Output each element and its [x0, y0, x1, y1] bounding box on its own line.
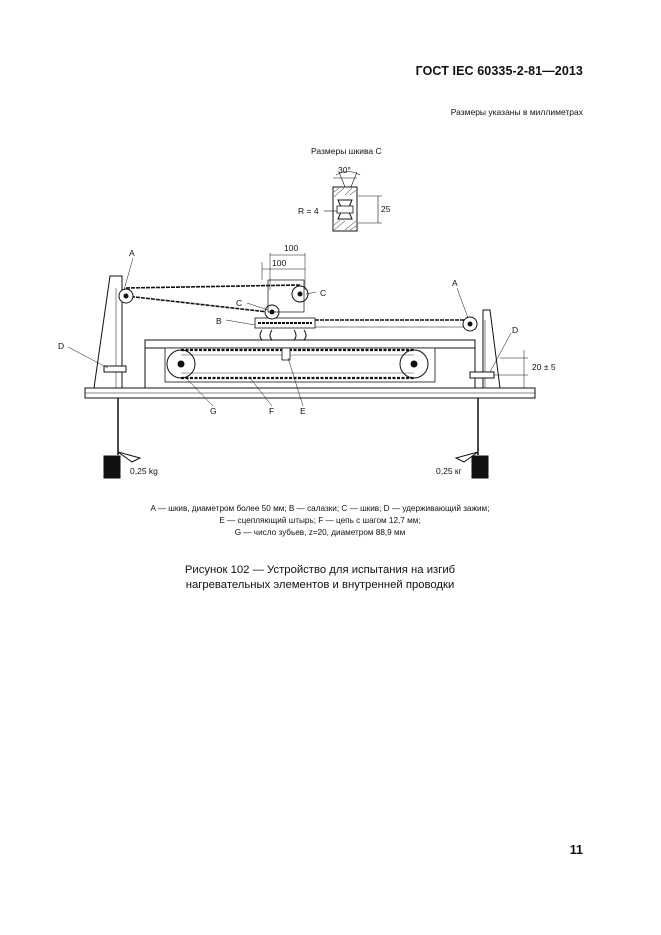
label-d-right: D [512, 325, 519, 335]
label-c-left: C [236, 298, 243, 308]
caption-line-1: Рисунок 102 — Устройство для испытания на изгиб [184, 564, 456, 576]
legend-line-2: E — сцепляющий штырь; F — цепь с шагом 12,7 мм; [219, 516, 421, 525]
dim-top-inner: 100 [272, 258, 287, 268]
label-a-right: A [452, 278, 458, 288]
figure-caption [60, 563, 580, 593]
caption-line-2: нагревательных элементов и внутренней проводки [185, 579, 455, 591]
legend-line-1: A — шкив, диаметром более 50 мм; B — салазки; C — шкив; D — удерживающий зажим; [150, 504, 490, 513]
label-b: B [216, 316, 222, 326]
page-number: 11 [569, 843, 583, 857]
weight-right: 0,25 кг [436, 466, 462, 476]
label-f: F [269, 406, 275, 416]
label-c-right: C [320, 288, 327, 298]
pulley-c-detail [324, 172, 382, 232]
inset-angle: 30° [338, 165, 351, 175]
weight-left: 0,25 kg [130, 466, 158, 476]
legend-line-3: G — число зубьев, z=20, диаметром 88,9 мм [234, 528, 406, 537]
standard-header: ГОСТ IEC 60335-2-81—2013 [415, 64, 583, 78]
dim-gap: 20 ± 5 [532, 362, 556, 372]
inset-title: Размеры шкива C [311, 146, 382, 156]
inset-radius: R = 4 [298, 206, 319, 216]
dim-top-outer: 100 [284, 243, 299, 253]
units-note: Размеры указаны в миллиметрах [450, 107, 583, 117]
label-g: G [210, 406, 217, 416]
label-d-left: D [58, 341, 65, 351]
label-e: E [300, 406, 306, 416]
inset-height: 25 [381, 204, 391, 214]
label-a-left: A [129, 248, 135, 258]
figure-legend [60, 503, 580, 539]
